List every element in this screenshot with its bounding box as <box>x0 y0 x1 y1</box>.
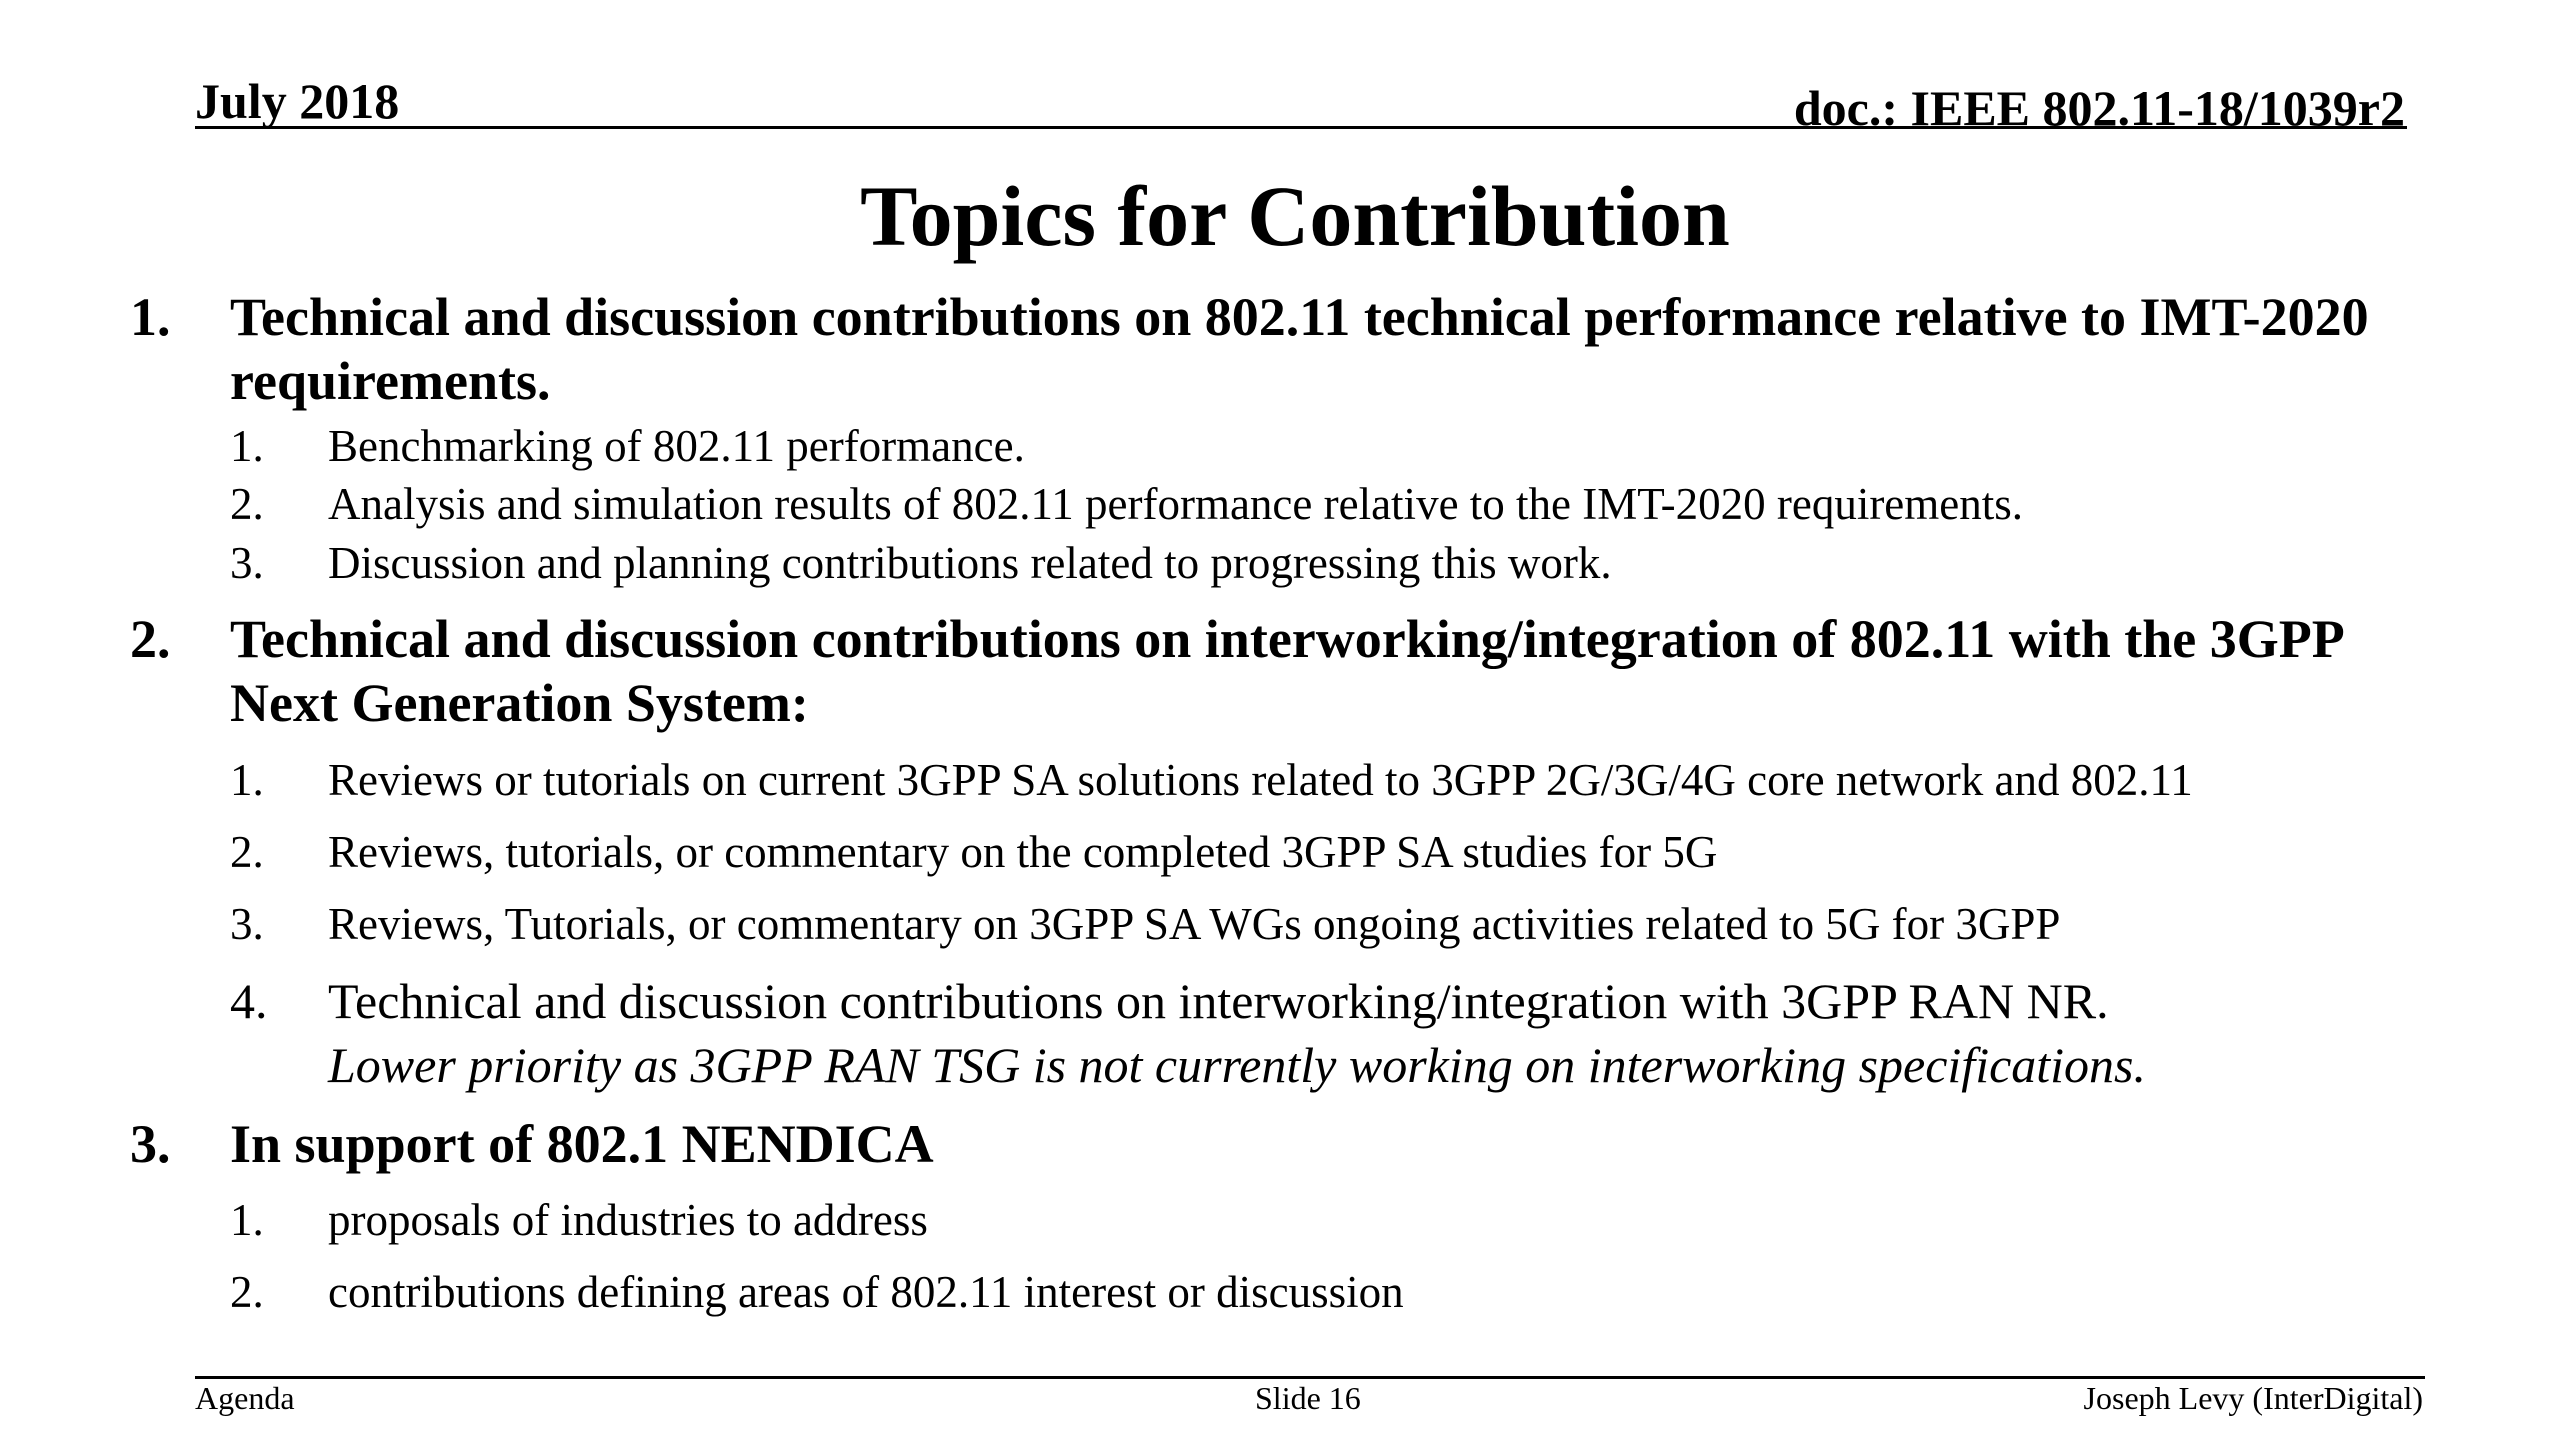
list-item-text: In support of 802.1 NENDICA <box>230 1114 934 1174</box>
sublist-item-number: 3. <box>230 538 264 588</box>
list-item-text: Technical and discussion contributions on interworking/integration of 802.11 with the 3GPP Next Generation System: <box>230 609 2342 733</box>
sublist-item-text: Reviews or tutorials on current 3GPP SA solutions related to 3GPP 2G/3G/4G core network and 802.11 <box>328 755 2193 805</box>
footer-divider <box>195 1376 2425 1379</box>
sublist-item-number: 2. <box>230 479 264 529</box>
sublist-item-2-1 <box>230 752 2470 808</box>
sublist-item-3-1 <box>230 1192 2470 1248</box>
sublist-item-2-4 <box>230 969 2470 1097</box>
sublist-item-1-1 <box>230 418 2470 474</box>
sublist-item-text: Reviews, Tutorials, or commentary on 3GPP SA WGs ongoing activities related to 5G for 3GPP <box>328 899 2061 949</box>
sublist-item-3-2 <box>230 1264 2470 1320</box>
list-item-2 <box>130 607 2430 735</box>
sublist-item-text: Reviews, tutorials, or commentary on the completed 3GPP SA studies for 5G <box>328 827 1718 877</box>
sublist-item-number: 1. <box>230 755 264 805</box>
sublist-item-number: 1. <box>230 1195 264 1245</box>
list-item-3 <box>130 1112 2430 1176</box>
header-date: July 2018 <box>195 73 400 129</box>
sublist-item-number: 4. <box>230 973 268 1029</box>
sublist-item-text: Technical and discussion contributions on interworking/integration with 3GPP RAN NR. <box>328 973 2109 1029</box>
list-item-text: Technical and discussion contributions on 802.11 technical performance relative to IMT-2020 requirements. <box>230 287 2369 411</box>
footer-author: Joseph Levy (InterDigital) <box>2083 1380 2423 1416</box>
sublist-item-text: proposals of industries to address <box>328 1195 928 1245</box>
sublist-item-number: 2. <box>230 827 264 877</box>
list-item-1 <box>130 285 2430 413</box>
sublist-item-note: Lower priority as 3GPP RAN TSG is not currently working on interworking specifications. <box>328 1037 2147 1093</box>
sublist-item-text: Analysis and simulation results of 802.11 performance relative to the IMT-2020 requirements. <box>328 479 2024 529</box>
footer-slide-number: Slide 16 <box>1255 1380 1361 1416</box>
footer-section: Agenda <box>195 1380 295 1416</box>
sublist-item-2-3 <box>230 896 2470 952</box>
slide-title: Topics for Contribution <box>860 168 1730 264</box>
list-item-number: 3. <box>130 1114 171 1174</box>
sublist-item-text: contributions defining areas of 802.11 interest or discussion <box>328 1267 1404 1317</box>
list-item-number: 2. <box>130 609 171 669</box>
sublist-item-number: 3. <box>230 899 264 949</box>
sublist-item-2-2 <box>230 824 2470 880</box>
sublist-item-text: Discussion and planning contributions related to progressing this work. <box>328 538 1612 588</box>
header-divider <box>195 126 2407 129</box>
sublist-item-1-3 <box>230 535 2470 591</box>
list-item-number: 1. <box>130 287 171 347</box>
sublist-item-number: 1. <box>230 421 264 471</box>
sublist-item-number: 2. <box>230 1267 264 1317</box>
header-doc-number: doc.: IEEE 802.11-18/1039r2 <box>1793 80 2405 136</box>
sublist-item-text: Benchmarking of 802.11 performance. <box>328 421 1025 471</box>
sublist-item-1-2 <box>230 476 2470 532</box>
